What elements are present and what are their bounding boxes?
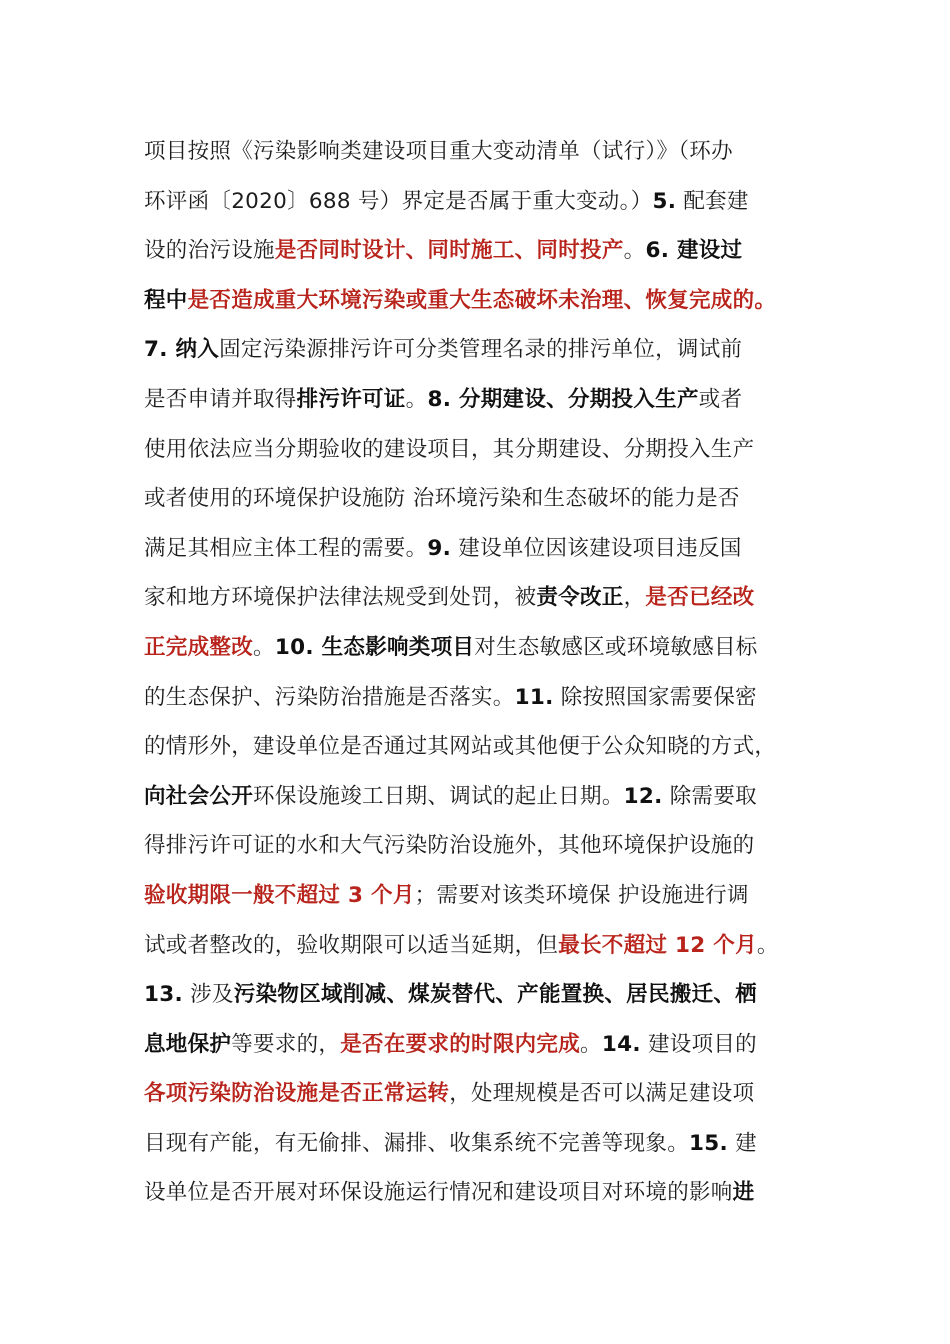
body-text: 对生态敏感区或环境敏感目标 [474, 634, 758, 660]
text-line [144, 375, 814, 425]
text-line [144, 970, 814, 1020]
highlighted-text: 是否已经改 [645, 585, 755, 611]
body-text: 固定污染源排污许可分类管理名录的排污单位，调试前 [219, 337, 743, 363]
body-text: 建 [728, 1130, 757, 1156]
body-text: 。 [405, 386, 428, 412]
text-line [144, 226, 814, 276]
body-text: 。 [580, 1031, 602, 1057]
body-text: 环评函〔2020〕688 号）界定是否属于重大变动。） [144, 188, 653, 214]
text-line [144, 673, 814, 723]
body-text: 项目按照《污染影响类建设项目重大变动清单（试行）》（环办 [144, 139, 733, 164]
body-text: 家和地方环境保护法律法规受到处罚，被 [144, 585, 537, 611]
body-text: ，处理规模是否可以满足建设项 [449, 1081, 755, 1107]
body-text: 目现有产能，有无偷排、漏排、收集系统不完善等现象。 [144, 1130, 690, 1156]
body-text: 得排污许可证的水和大气污染防治设施外，其他环境保护设施的 [144, 833, 755, 859]
body-text: 除按照国家需要保密 [553, 684, 757, 710]
highlighted-text: 最长不超过 12 个月 [558, 932, 757, 958]
bold-text: 12. [623, 783, 663, 809]
text-line [144, 1020, 814, 1070]
body-text: 涉及 [183, 982, 234, 1008]
body-text: 或者使用的环境保护设施防 治环境污染和生态破坏的能力是否 [144, 486, 740, 512]
text-line [144, 821, 814, 871]
body-text: ， [623, 585, 646, 611]
bold-text: 息地保护 [144, 1031, 232, 1057]
text-line [144, 276, 814, 326]
bold-text: 11. [514, 684, 554, 710]
text-line [144, 871, 814, 921]
bold-text: 15. [689, 1130, 729, 1156]
text-line [144, 127, 814, 177]
bold-text: 14. [601, 1031, 641, 1057]
text-line [144, 1069, 814, 1119]
text-line [144, 474, 814, 524]
body-text: 等要求的， [231, 1031, 341, 1057]
body-text: 是否申请并取得 [144, 386, 297, 412]
body-text: 的情形外，建设单位是否通过其网站或其他便于公众知晓的方式， [144, 734, 777, 760]
body-text: 建设项目的 [640, 1031, 757, 1057]
bold-text: 责令改正 [536, 585, 624, 611]
bold-text: 9. [427, 535, 452, 561]
bold-text: 程中 [144, 287, 188, 313]
bold-text: 排污许可证 [296, 386, 406, 412]
text-line [144, 1119, 814, 1169]
body-text: 设单位是否开展对环保设施运行情况和建设项目对环境的影响 [144, 1180, 733, 1206]
body-text: 。 [253, 634, 275, 660]
body-text: 除需要取 [662, 783, 757, 809]
bold-text: 5. [652, 188, 677, 214]
bold-text: 7. 纳入 [144, 337, 220, 363]
bold-text: 8. 分期建设、分期投入生产 [427, 386, 699, 412]
highlighted-text: 是否在要求的时限内完成 [340, 1031, 581, 1057]
body-text: 建设单位因该建设项目违反国 [451, 535, 742, 561]
bold-text: 13. [144, 982, 183, 1008]
bold-text: 向社会公开 [144, 783, 254, 809]
body-text: ；需要对该类环境保 护设施进行调 [414, 882, 749, 908]
text-line [144, 722, 814, 772]
text-line [144, 772, 814, 822]
body-text: 配套建 [676, 188, 749, 214]
text-line [144, 1168, 814, 1218]
highlighted-text: 是否造成重大环境污染或重大生态破坏未治理、恢复完成的。 [187, 287, 777, 313]
bold-text: 进 [732, 1180, 755, 1206]
body-text: 的生态保护、污染防治措施是否落实。 [144, 684, 515, 710]
text-line [144, 425, 814, 475]
body-text: 设的治污设施 [144, 238, 275, 264]
body-text: 试或者整改的，验收期限可以适当延期，但 [144, 932, 559, 958]
body-text: 环保设施竣工日期、调试的起止日期。 [253, 783, 624, 809]
body-text: 或者 [698, 386, 743, 412]
text-line [144, 623, 814, 673]
highlighted-text: 验收期限一般不超过 3 个月 [144, 882, 415, 908]
highlighted-text: 是否同时设计、同时施工、同时投产 [274, 238, 624, 264]
highlighted-text: 各项污染防治设施是否正常运转 [144, 1081, 450, 1107]
text-line [144, 524, 814, 574]
body-text: 使用依法应当分期验收的建设项目，其分期建设、分期投入生产 [144, 436, 755, 462]
bold-text: 污染物区域削减、煤炭替代、产能置换、居民搬迁、栖 [233, 982, 757, 1008]
body-text: 。 [623, 238, 646, 264]
text-line [144, 573, 814, 623]
text-line [144, 921, 814, 971]
body-text: 。 [756, 932, 779, 958]
text-line [144, 325, 814, 375]
highlighted-text: 正完成整改 [144, 634, 254, 660]
text-line [144, 177, 814, 227]
body-text: 满足其相应主体工程的需要。 [144, 535, 428, 561]
document-body [144, 127, 814, 1218]
bold-text: 10. 生态影响类项目 [274, 634, 475, 660]
bold-text: 6. 建设过 [645, 238, 743, 264]
